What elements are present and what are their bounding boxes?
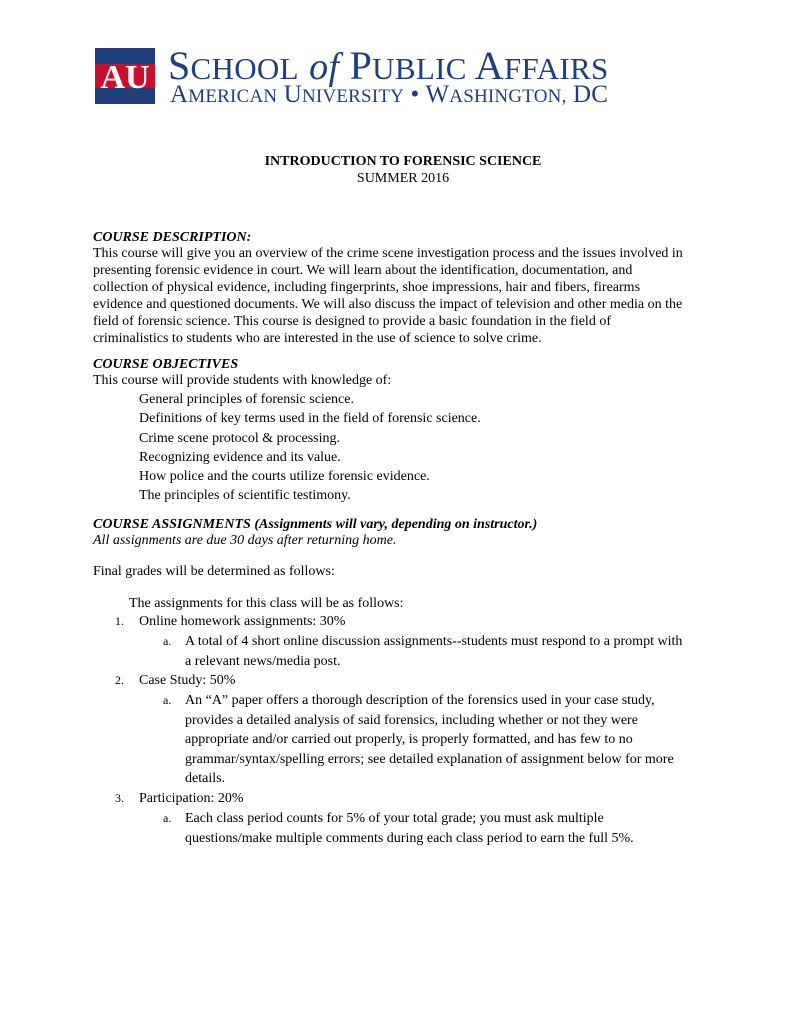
subitem-text (185, 809, 705, 848)
item-text: Participation: 20% (139, 791, 244, 806)
svg-text:AU: AU (100, 59, 150, 96)
subitem-letter: a. (163, 811, 172, 825)
american-university-logo (95, 48, 155, 104)
subitem-line: An “A” paper offers a thorough description of the forensics used in your case study, (185, 693, 655, 708)
objective-item: Recognizing evidence and its value. (139, 449, 341, 465)
description-line: collection of physical evidence, including fingerprints, shoe impressions, hair and fibers, firearms (93, 280, 641, 295)
subitem-line: appropriate and/or carried out properly, is properly formatted, and has few to no (185, 732, 633, 748)
subitem-letter: a. (163, 693, 172, 707)
assignments-intro: The assignments for this class will be as follows: (129, 596, 404, 611)
description-line: criminalistics to students who are interested in the use of science to solve crime. (93, 331, 542, 346)
subitem-line: a relevant news/media post. (185, 653, 341, 669)
university-name: AMERICAN UNIVERSITY • WASHINGTON, DC (170, 81, 609, 108)
item-number: 1. (115, 614, 124, 628)
subitem-line: grammar/syntax/spelling errors; see detailed explanation of assignment below for more (185, 751, 674, 767)
objective-item: The principles of scientific testimony. (139, 488, 351, 504)
objective-item: General principles of forensic science. (139, 392, 354, 407)
objectives-heading: COURSE OBJECTIVES (93, 357, 239, 372)
description-line: field of forensic science. This course is designed to provide a basic foundation in the field of (93, 314, 611, 329)
assignments-due-note: All assignments are due 30 days after returning home. (93, 533, 397, 548)
subitem-line: A total of 4 short online discussion assignments--students must respond to a prompt with (185, 634, 683, 649)
grades-intro: Final grades will be determined as follows: (93, 564, 335, 579)
description-line: evidence and questioned documents. We will also discuss the impact of television and other media on the (93, 297, 683, 312)
objectives-intro: This course will provide students with knowledge of: (93, 373, 392, 388)
subitem-letter: a. (163, 634, 172, 648)
description-line: This course will give you an overview of the crime scene investigation process and the issues involved in (93, 246, 683, 261)
subitem-text (185, 632, 705, 671)
objective-item: Definitions of key terms used in the field of forensic science. (139, 411, 481, 427)
subitem-line: provides a detailed analysis of said forensics, including whether or not they were (185, 712, 638, 728)
school-name: SCHOOL of PUBLIC AFFAIRS (168, 43, 609, 88)
description-paragraph (93, 245, 703, 347)
objective-item: How police and the courts utilize forensic evidence. (139, 469, 430, 485)
item-number: 2. (115, 673, 124, 687)
course-title: INTRODUCTION TO FORENSIC SCIENCE (264, 154, 542, 169)
course-term: SUMMER 2016 (356, 171, 450, 186)
objectives-list (139, 390, 481, 506)
letterhead (95, 43, 675, 108)
assignments-heading: COURSE ASSIGNMENTS (Assignments will vary, depending on instructor.) (93, 517, 538, 532)
description-line: presenting forensic evidence in court. We will learn about the identification, documentation, and (93, 263, 633, 278)
subitem-line: details. (185, 771, 226, 787)
description-heading: COURSE DESCRIPTION: (93, 230, 252, 245)
item-text: Online homework assignments: 30% (139, 614, 346, 629)
subitem-line: questions/make multiple comments during each class period to earn the full 5%. (185, 830, 634, 846)
subitem-line: Each class period counts for 5% of your total grade; you must ask multiple (185, 811, 604, 826)
objective-item: Crime scene protocol & processing. (139, 430, 341, 446)
item-number: 3. (115, 791, 124, 805)
item-text: Case Study: 50% (139, 673, 236, 688)
subitem-text (185, 691, 705, 789)
